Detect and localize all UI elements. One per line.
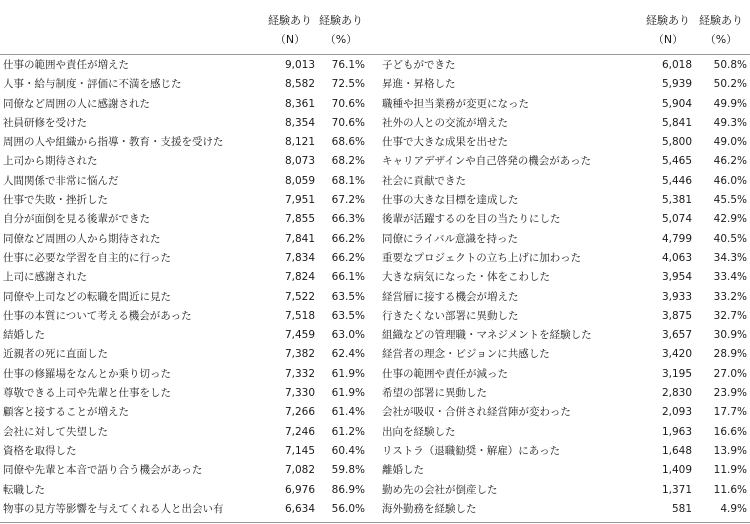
left-experience-label: 顧客と接することが増えた [3, 406, 129, 419]
right-experience-count: 5,841 [661, 116, 692, 129]
right-experience-count: 5,465 [661, 155, 692, 168]
left-experience-count: 8,582 [284, 78, 315, 91]
left-experience-percent: 86.9% [331, 483, 365, 496]
left-experience-percent: 67.2% [331, 194, 365, 207]
left-experience-count: 8,121 [284, 136, 315, 149]
table-row [0, 268, 750, 287]
left-experience-percent: 76.1% [331, 59, 365, 71]
left-experience-count: 7,266 [284, 406, 315, 419]
right-experience-percent: 40.5% [713, 232, 747, 245]
table-row [0, 133, 750, 152]
right-experience-count: 2,830 [661, 387, 692, 400]
table-row [0, 481, 750, 500]
right-experience-count: 3,420 [661, 348, 692, 361]
right-experience-percent: 32.7% [713, 309, 747, 322]
left-experience-count: 7,330 [284, 387, 315, 400]
left-experience-count: 8,354 [284, 116, 315, 129]
table-row [0, 461, 750, 480]
table-row [0, 191, 750, 210]
right-experience-label: 組織などの管理職・マネジメントを経験した [382, 329, 592, 342]
right-experience-label: 社会に貢献できた [382, 174, 466, 187]
right-experience-percent: 49.0% [713, 136, 747, 149]
right-experience-label: 離婚した [382, 464, 424, 477]
table-row [0, 365, 750, 384]
right-experience-percent: 50.2% [713, 78, 747, 91]
table-row [0, 172, 750, 191]
left-experience-count: 7,518 [284, 309, 315, 322]
right-experience-percent: 33.2% [713, 290, 747, 303]
left-experience-percent: 61.9% [331, 387, 365, 400]
left-experience-count: 7,522 [284, 290, 315, 303]
left-experience-percent: 61.9% [331, 367, 365, 380]
right-experience-label: リストラ（退職勧奨・解雇）にあった [382, 444, 561, 457]
right-experience-percent: 28.9% [713, 348, 747, 361]
right-n-header [640, 11, 696, 49]
right-experience-label: 経営層に接する機会が増えた [382, 290, 519, 303]
table-row [0, 326, 750, 345]
right-experience-percent: 17.7% [713, 406, 747, 419]
table-row [0, 75, 750, 94]
right-experience-count: 1,648 [661, 444, 692, 457]
left-experience-percent: 56.0% [331, 502, 365, 515]
left-experience-count: 7,145 [284, 444, 315, 457]
left-experience-percent: 66.2% [331, 232, 365, 245]
right-experience-label: 同僚にライバル意識を持った [382, 232, 518, 245]
left-experience-count: 6,976 [284, 483, 315, 496]
right-experience-label: 仕事の大きな目標を達成した [382, 194, 519, 207]
right-experience-count: 1,371 [661, 483, 692, 496]
left-experience-percent: 68.1% [331, 174, 365, 187]
left-experience-count: 8,059 [284, 174, 315, 187]
left-experience-label: 資格を取得した [3, 444, 77, 457]
left-experience-label: 仕事の本質について考える機会があった [3, 309, 192, 322]
right-experience-label: 仕事で大きな成果を出せた [382, 136, 508, 149]
right-experience-count: 4,799 [661, 232, 692, 245]
left-experience-count: 8,073 [284, 155, 315, 168]
right-experience-label: 勤め先の会社が倒産した [382, 483, 498, 496]
header-label: 経験あり [319, 14, 363, 27]
right-experience-label: 重要なプロジェクトの立ち上げに加わった [382, 251, 582, 264]
left-experience-label: 上司から期待された [3, 155, 98, 168]
right-experience-percent: 46.2% [713, 155, 747, 168]
header-unit: （N） [274, 33, 306, 46]
table-row [0, 230, 750, 249]
right-experience-count: 4,063 [661, 251, 692, 264]
left-experience-percent: 61.4% [331, 406, 365, 419]
left-experience-count: 8,361 [284, 97, 315, 110]
table-row [0, 345, 750, 364]
right-experience-count: 5,074 [661, 213, 692, 226]
right-experience-label: 職種や担当業務が変更になった [382, 97, 529, 110]
table-row [0, 152, 750, 171]
left-experience-label: 同僚や上司などの転職を間近に見た [3, 290, 171, 303]
left-experience-label: 尊敬できる上司や先輩と仕事をした [3, 387, 171, 400]
left-experience-percent: 70.6% [331, 97, 365, 110]
header-unit: （N） [652, 33, 684, 46]
right-experience-percent: 49.3% [713, 116, 747, 129]
table-body [0, 56, 750, 519]
right-experience-percent: 45.5% [713, 194, 747, 207]
right-experience-percent: 23.9% [713, 387, 747, 400]
left-experience-label: 会社に対して失望した [3, 425, 108, 438]
right-experience-count: 5,800 [661, 136, 692, 149]
table-row [0, 56, 750, 75]
header-divider [0, 54, 750, 55]
header-unit: （%） [324, 33, 358, 46]
left-experience-percent: 68.6% [331, 136, 365, 149]
left-experience-percent: 66.3% [331, 213, 365, 226]
right-experience-count: 3,195 [661, 367, 692, 380]
right-experience-percent: 30.9% [713, 329, 747, 342]
left-experience-label: 物事の見方等影響を与えてくれる人と出会い有 [3, 502, 224, 515]
right-experience-percent: 49.9% [713, 97, 747, 110]
right-experience-count: 1,409 [661, 464, 692, 477]
right-experience-label: 行きたくない部署に異動した [382, 309, 519, 322]
table-row [0, 442, 750, 461]
table-row [0, 95, 750, 114]
right-pct-header [693, 11, 749, 49]
right-experience-percent: 34.3% [713, 251, 747, 264]
left-experience-count: 7,824 [284, 271, 315, 284]
right-experience-label: 希望の部署に異動した [382, 387, 487, 400]
header-label: 経験あり [268, 14, 312, 27]
left-experience-percent: 68.2% [331, 155, 365, 168]
left-experience-percent: 70.6% [331, 116, 365, 129]
left-experience-label: 仕事の修羅場をなんとか乗り切った [3, 367, 171, 380]
right-experience-label: 昇進・昇格した [382, 78, 456, 91]
right-experience-count: 5,381 [661, 194, 692, 207]
table-row [0, 500, 750, 519]
left-pct-header [313, 11, 369, 49]
left-experience-count: 7,459 [284, 329, 315, 342]
table-row [0, 288, 750, 307]
left-experience-label: 転職した [3, 483, 45, 496]
left-experience-percent: 66.2% [331, 251, 365, 264]
left-experience-percent: 62.4% [331, 348, 365, 361]
left-experience-count: 6,634 [284, 502, 315, 515]
right-experience-count: 3,657 [661, 329, 692, 342]
right-experience-label: 子どもができた [382, 59, 456, 71]
right-experience-count: 2,093 [661, 406, 692, 419]
left-experience-label: 近親者の死に直面した [3, 348, 108, 361]
right-experience-label: 社外の人との交流が増えた [382, 116, 508, 129]
left-experience-count: 7,841 [284, 232, 315, 245]
right-experience-label: 大きな病気になった・体をこわした [382, 271, 550, 284]
right-experience-percent: 27.0% [713, 367, 747, 380]
left-experience-percent: 72.5% [331, 78, 365, 91]
right-experience-percent: 50.8% [713, 59, 747, 71]
left-experience-count: 7,834 [284, 251, 315, 264]
left-experience-percent: 60.4% [331, 444, 365, 457]
right-experience-count: 6,018 [661, 59, 692, 71]
right-experience-percent: 11.9% [713, 464, 747, 477]
right-experience-percent: 42.9% [713, 213, 747, 226]
left-n-header [262, 11, 318, 49]
table-row [0, 384, 750, 403]
right-experience-label: キャリアデザインや自己啓発の機会があった [382, 155, 592, 168]
right-experience-label: 仕事の範囲や責任が減った [382, 367, 508, 380]
left-experience-percent: 63.5% [331, 290, 365, 303]
left-experience-percent: 59.8% [331, 464, 365, 477]
left-experience-percent: 63.5% [331, 309, 365, 322]
left-experience-count: 7,855 [284, 213, 315, 226]
left-experience-percent: 63.0% [331, 329, 365, 342]
table-row [0, 249, 750, 268]
left-experience-label: 人間関係で非常に悩んだ [3, 174, 119, 187]
right-experience-percent: 4.9% [720, 502, 747, 515]
left-experience-count: 7,951 [284, 194, 315, 207]
left-experience-label: 仕事で失敗・挫折した [3, 194, 108, 207]
right-experience-count: 3,933 [661, 290, 692, 303]
right-experience-count: 5,904 [661, 97, 692, 110]
right-experience-count: 5,446 [661, 174, 692, 187]
right-experience-percent: 46.0% [713, 174, 747, 187]
left-experience-label: 上司に感謝された [3, 271, 87, 284]
left-experience-count: 7,382 [284, 348, 315, 361]
left-experience-label: 人事・給与制度・評価に不満を感じた [3, 78, 182, 91]
right-experience-count: 3,875 [661, 309, 692, 322]
header-label: 経験あり [646, 14, 690, 27]
right-experience-label: 経営者の理念・ビジョンに共感した [382, 348, 550, 361]
left-experience-label: 仕事の範囲や責任が増えた [3, 59, 129, 71]
right-experience-label: 出向を経験した [382, 425, 456, 438]
table-row [0, 423, 750, 442]
header-unit: （%） [704, 33, 738, 46]
bottom-divider [0, 522, 750, 523]
table-row [0, 114, 750, 133]
left-experience-label: 仕事に必要な学習を自主的に行った [3, 251, 171, 264]
right-experience-label: 会社が吸収・合併され経営陣が変わった [382, 406, 571, 419]
table-row [0, 403, 750, 422]
right-experience-percent: 11.6% [713, 483, 747, 496]
left-experience-label: 自分が面倒を見る後輩ができた [3, 213, 150, 226]
left-experience-count: 7,246 [284, 425, 315, 438]
right-experience-label: 後輩が活躍するのを目の当たりにした [382, 213, 561, 226]
left-experience-percent: 61.2% [331, 425, 365, 438]
left-experience-label: 同僚など周囲の人に感謝された [3, 97, 150, 110]
right-experience-percent: 13.9% [713, 444, 747, 457]
right-experience-label: 海外勤務を経験した [382, 502, 477, 515]
right-experience-percent: 33.4% [713, 271, 747, 284]
left-experience-label: 社員研修を受けた [3, 116, 87, 129]
left-experience-label: 同僚や先輩と本音で語り合う機会があった [3, 464, 203, 477]
left-experience-count: 7,082 [284, 464, 315, 477]
left-experience-count: 9,013 [284, 59, 315, 71]
left-experience-count: 7,332 [284, 367, 315, 380]
table-row [0, 307, 750, 326]
right-experience-count: 1,963 [661, 425, 692, 438]
right-experience-count: 5,939 [661, 78, 692, 91]
left-experience-label: 結婚した [3, 329, 45, 342]
table-row [0, 210, 750, 229]
left-experience-label: 周囲の人や組織から指導・教育・支援を受けた [3, 136, 224, 149]
left-experience-percent: 66.1% [331, 271, 365, 284]
right-experience-count: 3,954 [661, 271, 692, 284]
left-experience-label: 同僚など周囲の人から期待された [3, 232, 161, 245]
right-experience-count: 581 [671, 502, 692, 515]
right-experience-percent: 16.6% [713, 425, 747, 438]
header-label: 経験あり [699, 14, 743, 27]
